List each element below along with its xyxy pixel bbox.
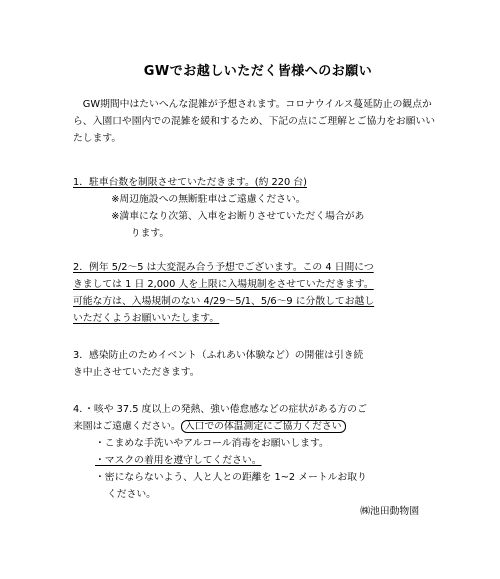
health-bullet: ・密にならないよう、人と人との距離を 1~2 メートルお取り — [95, 472, 367, 483]
temperature-check-note: 入口での体温測定にご協力ください — [181, 420, 346, 433]
section-health — [73, 401, 443, 520]
admission-line: 可能な方は、入場規制のない 4/29～5/1、5/6～9 に分散してお越し — [73, 296, 375, 307]
admission-line: きましては 1 日 2,000 人を上限に入場規制をさせていただきます。 — [73, 279, 374, 290]
section-parking — [73, 174, 443, 242]
parking-note-continuation: ります。 — [130, 228, 170, 239]
page-title: GWでお越しいただく皆様へのお願い — [143, 64, 373, 79]
mask-bullet-text: ・マスクの着用を遵守してください。 — [95, 455, 262, 466]
parking-note: ※周辺施設への無断駐車はご遠慮ください。 — [111, 194, 306, 205]
health-bullet-continuation: ください。 — [107, 489, 156, 500]
section-admission-limit — [73, 259, 443, 327]
health-line: 4．・咳や 37.5 度以上の発熱、強い倦怠感などの症状がある方のご — [73, 404, 367, 415]
events-line: 3．感染防止のためイベント（ふれあい体験など）の開催は引き続 — [73, 350, 364, 361]
parking-note-text: ※満車になり次第、入車をお断りさせていただく場合があ — [111, 211, 365, 222]
signature: ㈱池田動物園 — [360, 506, 419, 517]
health-bullet — [73, 452, 443, 469]
health-bullet: ・こまめな手洗いやアルコール消毒をお願いします。 — [95, 438, 329, 449]
events-line: き中止させていただきます。 — [73, 367, 200, 378]
parking-note — [73, 208, 443, 242]
section-events — [73, 347, 443, 381]
intro-paragraph: GW期間中はたいへんな混雑が予想されます。コロナウイルス蔓延防止の観点から、入園口や園内での混雑を緩和するため、下記の点にご理解とご協力をお願いいたします。 — [73, 99, 436, 144]
health-line-text: 来園はご遠慮ください。 — [73, 421, 181, 432]
section-heading-parking: 1．駐車台数を制限させていただきます。(約 220 台) — [73, 177, 307, 188]
admission-line: 2．例年 5/2～5 は大変混み合う予想でございます。この 4 日間につ — [73, 262, 374, 273]
health-line — [73, 418, 443, 435]
admission-line: いただくようお願いいたします。 — [73, 313, 220, 324]
